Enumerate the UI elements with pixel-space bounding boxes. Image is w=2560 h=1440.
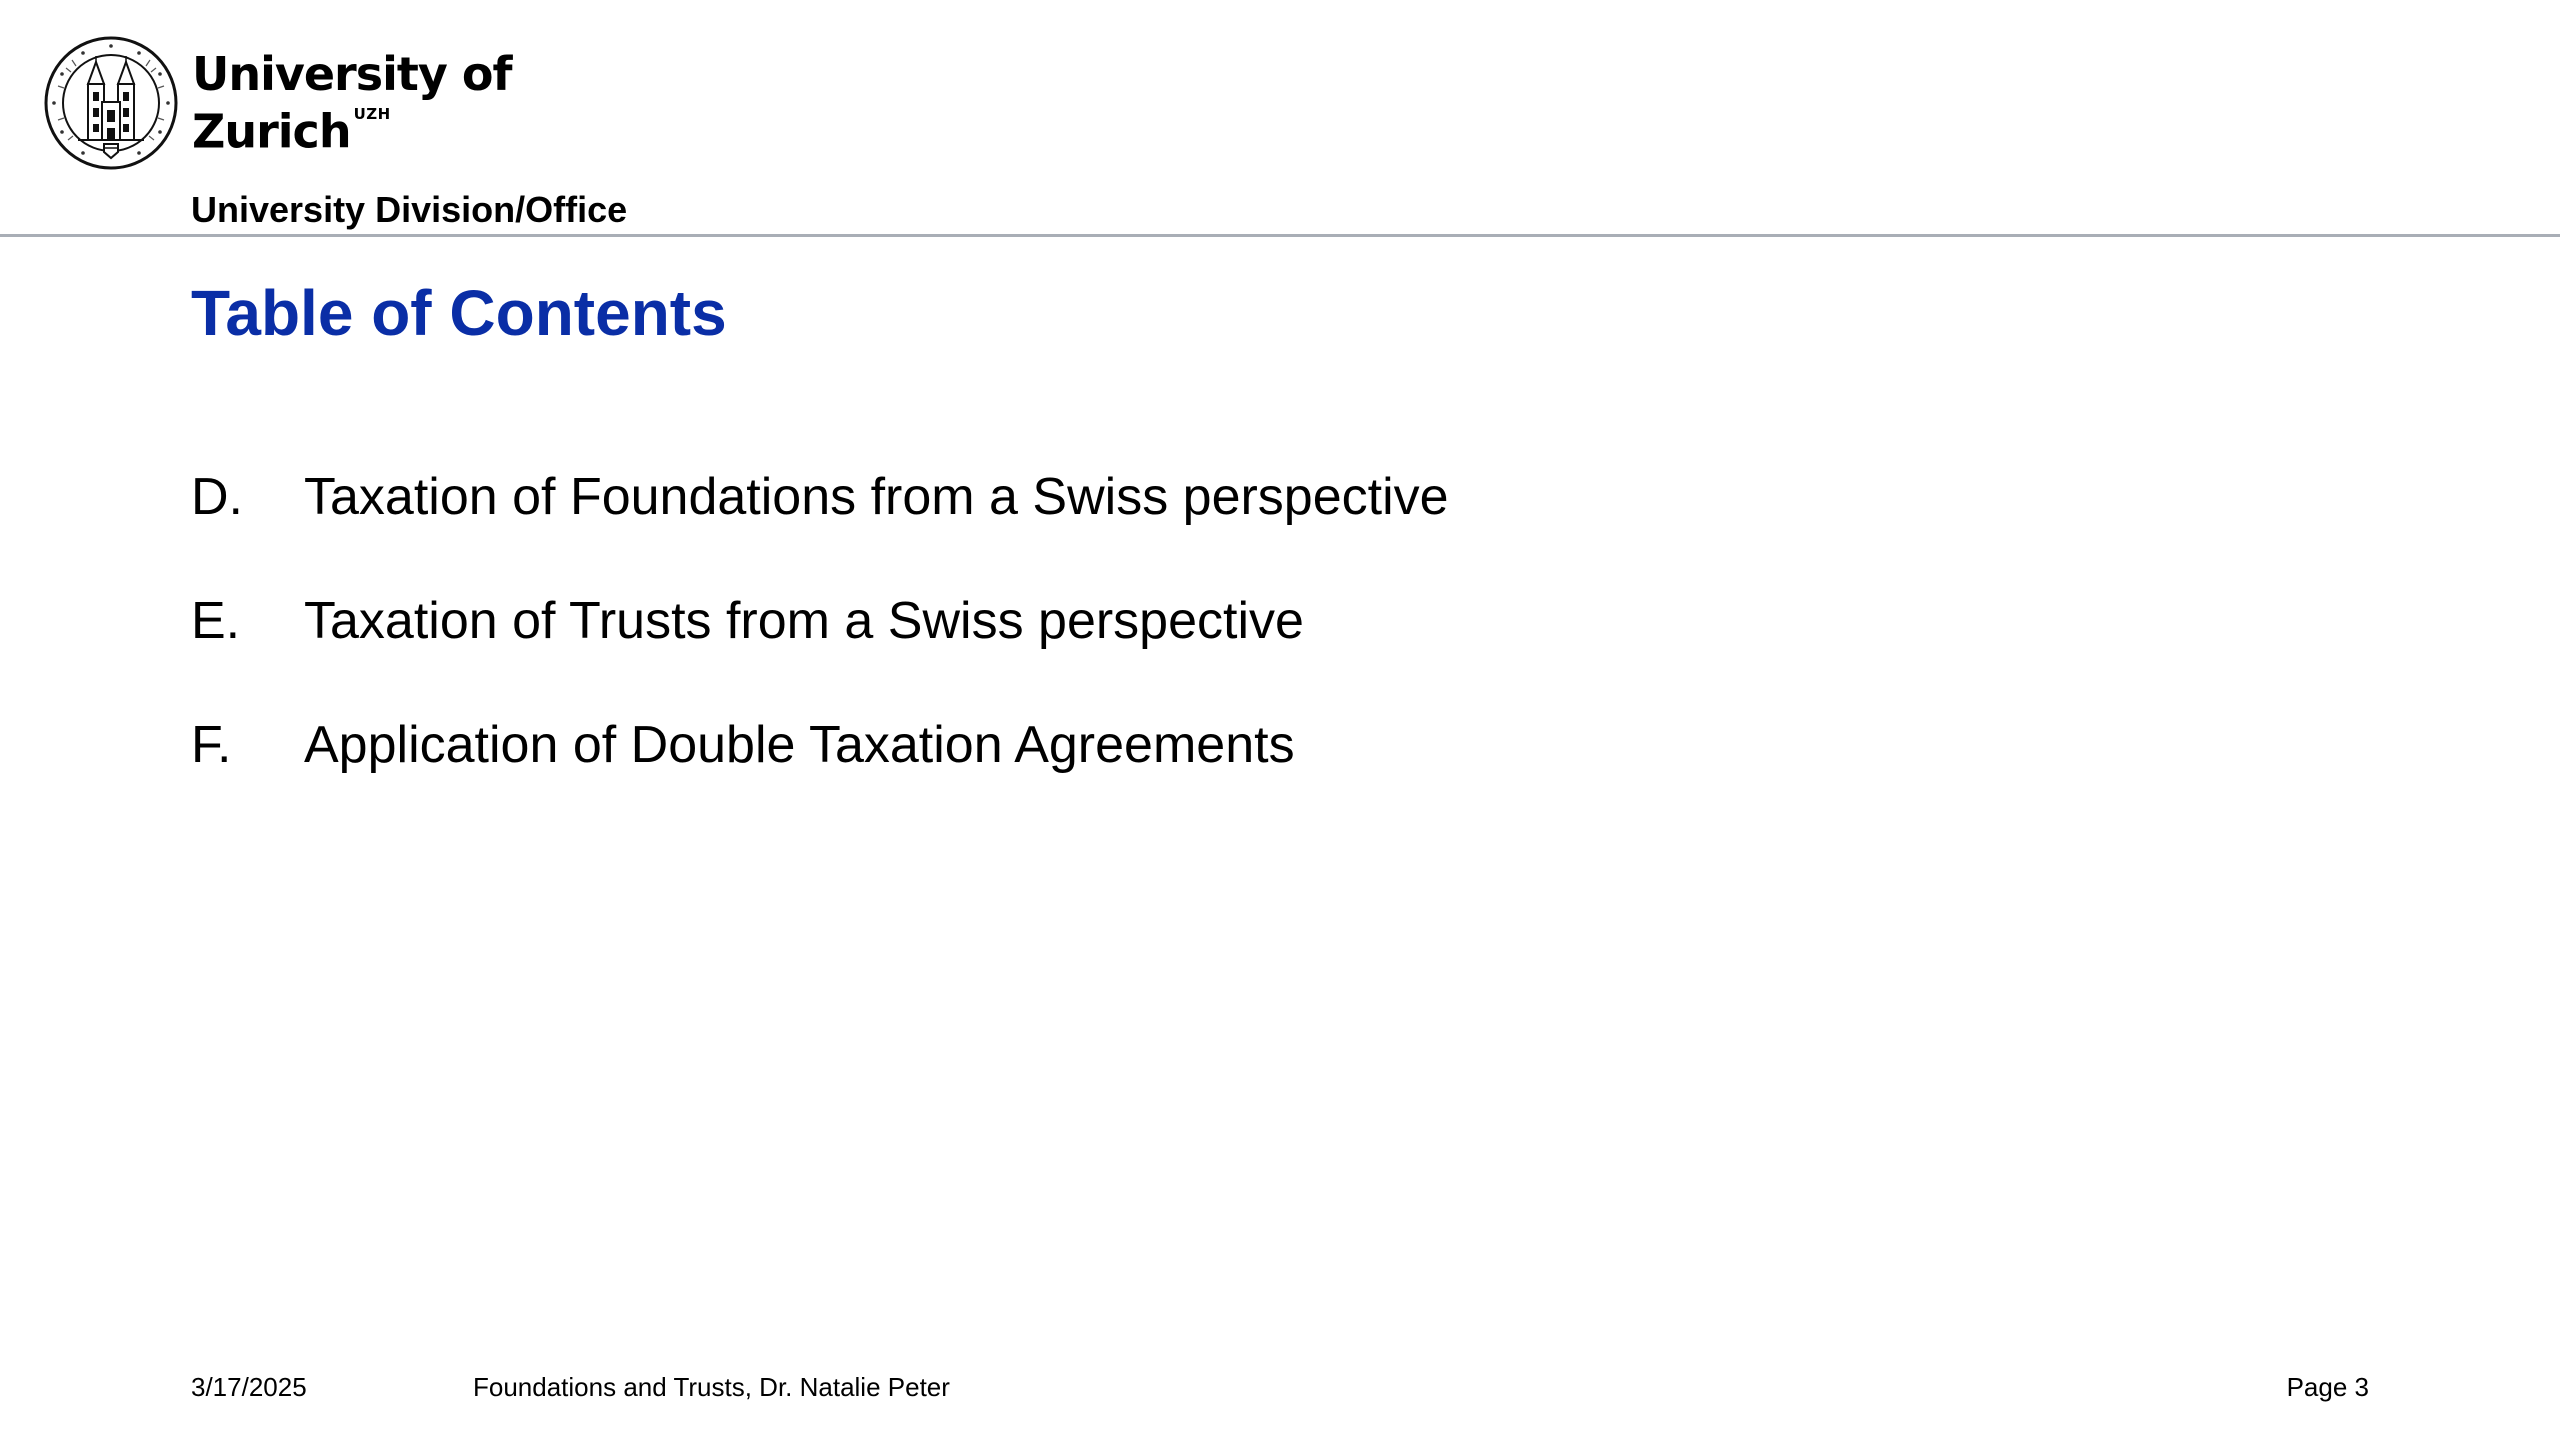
footer-page-number: Page 3: [2286, 1372, 2369, 1402]
wordmark-zurich: Zurich: [192, 104, 351, 159]
footer-date: 3/17/2025: [191, 1372, 307, 1402]
toc-item-text: Application of Double Taxation Agreements: [304, 716, 1295, 774]
toc-item: [191, 462, 1449, 586]
wordmark-line1: University of: [192, 47, 512, 101]
division-label: University Division/Office: [191, 189, 628, 230]
toc-item-letter: D.: [191, 468, 243, 526]
wordmark-uzh: UZH: [353, 105, 391, 123]
university-seal-icon: [44, 36, 178, 170]
toc-item-text: Taxation of Foundations from a Swiss perspective: [304, 468, 1449, 526]
header-divider: [0, 234, 2560, 237]
toc-item-letter: E.: [191, 592, 241, 650]
toc-item-text: Taxation of Trusts from a Swiss perspective: [304, 592, 1304, 650]
toc-item: [191, 710, 1449, 834]
wordmark-line2: [192, 100, 512, 157]
toc-list: [191, 462, 1449, 834]
footer-course-title: Foundations and Trusts, Dr. Natalie Peter: [473, 1372, 950, 1402]
slide-title: Table of Contents: [191, 277, 727, 349]
toc-item-letter: F.: [191, 716, 232, 774]
university-wordmark: [192, 48, 512, 157]
toc-item: [191, 586, 1449, 710]
